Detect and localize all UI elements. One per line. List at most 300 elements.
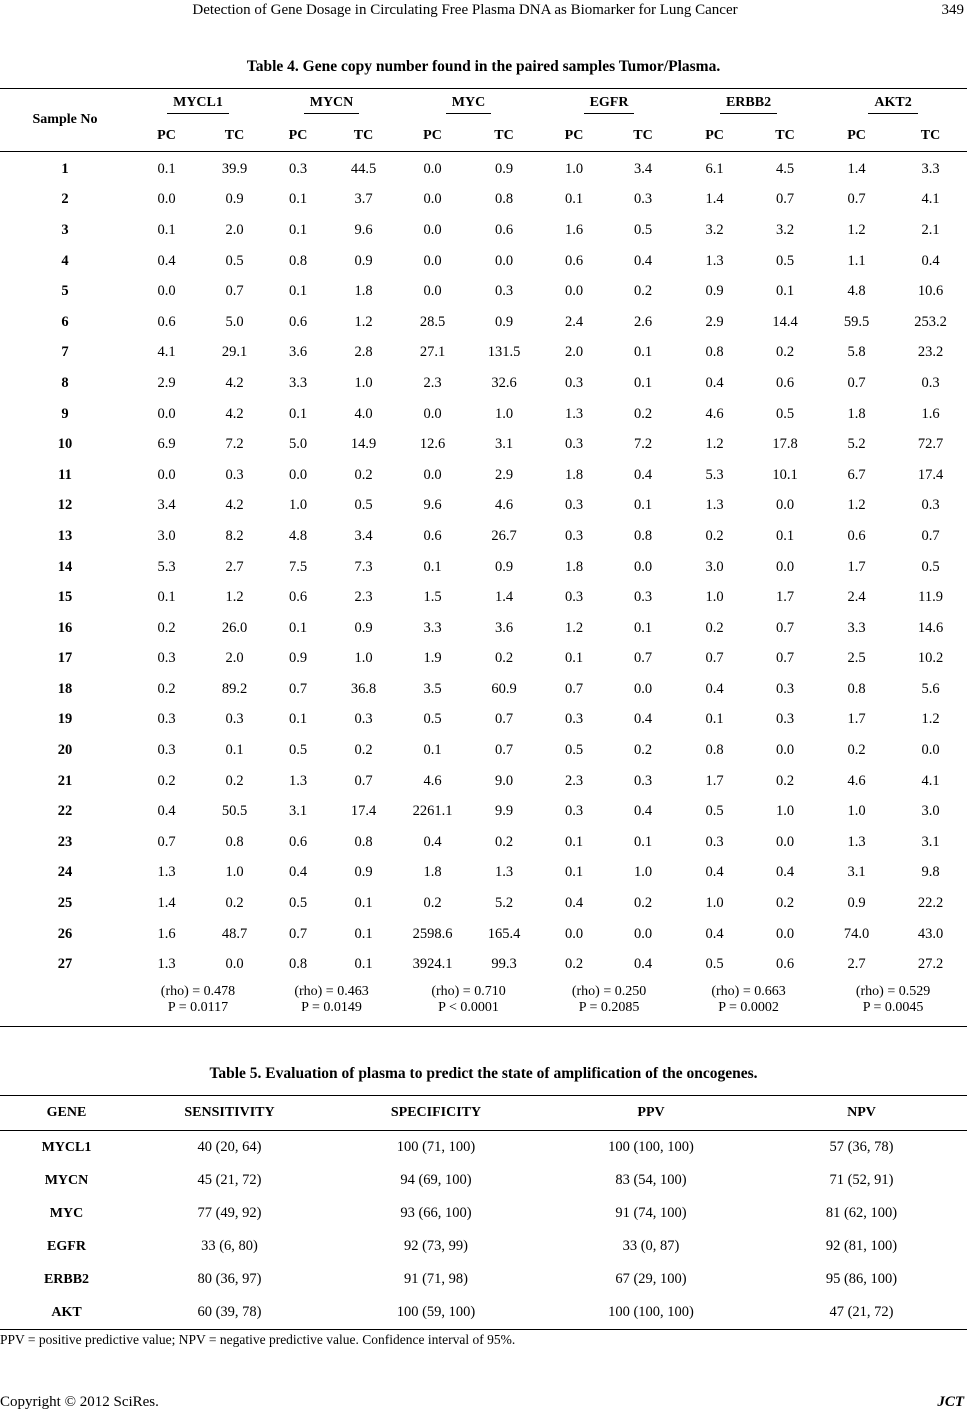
copy-number-cell: 2.0 xyxy=(225,650,244,667)
metric-cell: 100 (59, 100) xyxy=(396,1304,476,1320)
copy-number-cell: 59.5 xyxy=(843,313,870,330)
column-header: GENE xyxy=(46,1105,87,1120)
copy-number-cell: 3.7 xyxy=(354,191,373,208)
copy-number-cell: 0.0 xyxy=(633,680,653,697)
copy-number-cell: 0.0 xyxy=(157,191,176,208)
copy-number-cell: 0.4 xyxy=(633,252,653,269)
copy-number-cell: 0.0 xyxy=(288,466,308,483)
copy-number-cell: 0.1 xyxy=(225,742,244,759)
table-row xyxy=(0,152,967,185)
sample-number: 2 xyxy=(61,191,69,208)
copy-number-cell: 2598.6 xyxy=(412,925,453,942)
rho-value: (rho) = 0.710 xyxy=(431,984,506,1000)
copy-number-cell: 0.2 xyxy=(775,344,795,361)
copy-number-cell: 0.7 xyxy=(288,680,308,697)
copy-number-cell: 2.4 xyxy=(564,313,584,330)
copy-number-cell: 165.4 xyxy=(487,925,521,942)
copy-number-cell: 0.3 xyxy=(705,833,724,850)
copy-number-cell: 1.3 xyxy=(494,864,514,881)
copy-number-cell: 26.7 xyxy=(491,527,517,544)
running-head-title: Detection of Gene Dosage in Circulating Free Plasma DNA as Biomarker for Lung Cancer xyxy=(192,2,738,18)
copy-number-cell: 23.2 xyxy=(917,344,944,361)
copy-number-cell: 0.1 xyxy=(354,895,373,912)
copy-number-cell: 4.2 xyxy=(225,405,244,422)
rho-value: (rho) = 0.463 xyxy=(294,984,369,1000)
copy-number-cell: 1.2 xyxy=(705,436,724,453)
copy-number-cell: 17.8 xyxy=(772,436,798,453)
copy-number-cell: 0.7 xyxy=(775,619,795,636)
copy-number-cell: 0.1 xyxy=(633,619,653,636)
copy-number-cell: 29.1 xyxy=(221,344,248,361)
p-value: P < 0.0001 xyxy=(438,1000,499,1016)
copy-number-cell: 0.8 xyxy=(705,742,724,759)
copy-number-cell: 0.4 xyxy=(633,466,653,483)
copy-number-cell: 1.8 xyxy=(564,466,584,483)
copy-number-cell: 3.2 xyxy=(705,221,724,238)
copy-number-cell: 0.1 xyxy=(633,374,653,391)
copy-number-cell: 0.8 xyxy=(288,956,308,973)
table-row xyxy=(0,368,967,399)
copy-number-cell: 0.3 xyxy=(564,527,584,544)
copy-number-cell: 4.1 xyxy=(921,191,940,208)
copy-number-cell: 1.4 xyxy=(157,895,176,912)
copy-number-cell: 50.5 xyxy=(221,803,248,820)
copy-number-cell: 131.5 xyxy=(487,344,521,361)
copy-number-cell: 0.3 xyxy=(921,497,940,514)
copy-number-cell: 32.6 xyxy=(491,374,517,391)
gene-header: MYC xyxy=(446,95,491,114)
table-row xyxy=(0,491,967,522)
copy-number-cell: 5.3 xyxy=(705,466,724,483)
copy-number-cell: 9.9 xyxy=(494,803,514,820)
copy-number-cell: 2.7 xyxy=(225,558,244,575)
copy-number-cell: 2.3 xyxy=(423,374,442,391)
sample-number: 22 xyxy=(57,803,73,820)
copy-number-cell: 0.9 xyxy=(354,252,373,269)
copy-number-cell: 27.2 xyxy=(917,956,944,973)
copy-number-cell: 1.3 xyxy=(847,833,866,850)
copy-number-cell: 0.4 xyxy=(705,925,724,942)
copy-number-cell: 0.7 xyxy=(288,925,308,942)
copy-number-cell: 1.0 xyxy=(705,895,724,912)
correlation-cell xyxy=(130,980,266,1027)
copy-number-cell: 3.3 xyxy=(423,619,442,636)
copy-number-cell: 1.6 xyxy=(564,221,584,238)
copy-number-cell: 1.9 xyxy=(423,650,442,667)
sub-header: PC xyxy=(564,127,584,143)
copy-number-cell: 0.4 xyxy=(157,252,176,269)
metric-cell: 83 (54, 100) xyxy=(615,1172,687,1188)
copy-number-cell: 3.5 xyxy=(423,680,442,697)
gene-name: ERBB2 xyxy=(43,1271,90,1287)
table5-caption: Table 5. Evaluation of plasma to predict the state of amplification of the oncogenes. xyxy=(209,1065,758,1082)
table-row xyxy=(0,521,967,552)
metric-cell: 57 (36, 78) xyxy=(829,1139,894,1155)
copy-number-cell: 0.7 xyxy=(847,374,866,391)
copy-number-cell: 0.2 xyxy=(494,833,514,850)
copy-number-cell: 0.1 xyxy=(564,864,584,881)
copy-number-cell: 0.8 xyxy=(705,344,724,361)
copy-number-cell: 0.2 xyxy=(633,895,653,912)
copy-number-cell: 0.6 xyxy=(494,221,514,238)
sub-header: PC xyxy=(423,127,442,143)
rho-value: (rho) = 0.663 xyxy=(711,984,786,1000)
table-row xyxy=(0,1296,967,1330)
table-row xyxy=(0,460,967,491)
copy-number-cell: 1.2 xyxy=(847,221,866,238)
copy-number-cell: 0.0 xyxy=(564,925,584,942)
metric-cell: 40 (20, 64) xyxy=(197,1139,262,1155)
copy-number-cell: 0.4 xyxy=(705,374,724,391)
metric-cell: 60 (39, 78) xyxy=(197,1304,262,1320)
copy-number-cell: 5.2 xyxy=(494,895,514,912)
copy-number-cell: 0.8 xyxy=(354,833,373,850)
copy-number-cell: 4.1 xyxy=(921,772,940,789)
copy-number-cell: 6.9 xyxy=(157,436,176,453)
copy-number-cell: 0.8 xyxy=(494,191,514,208)
correlation-row xyxy=(0,980,967,1027)
column-header: SENSITIVITY xyxy=(184,1105,275,1120)
metric-cell: 92 (73, 99) xyxy=(403,1238,469,1254)
copy-number-cell: 3.1 xyxy=(288,803,308,820)
metric-cell: 100 (100, 100) xyxy=(608,1139,694,1155)
copy-number-cell: 5.3 xyxy=(157,558,176,575)
sample-number: 20 xyxy=(57,742,73,759)
copy-number-cell: 3.3 xyxy=(288,374,308,391)
copy-number-cell: 0.4 xyxy=(705,680,724,697)
copy-number-cell: 1.0 xyxy=(494,405,514,422)
table-row xyxy=(0,827,967,858)
copy-number-cell: 0.3 xyxy=(157,650,176,667)
copy-number-cell: 0.0 xyxy=(423,283,442,300)
copy-number-cell: 0.3 xyxy=(288,160,308,177)
copy-number-cell: 4.2 xyxy=(225,374,244,391)
copy-number-cell: 0.0 xyxy=(775,497,795,514)
sample-number: 27 xyxy=(57,956,73,973)
copy-number-cell: 1.4 xyxy=(847,160,866,177)
table-row xyxy=(0,307,967,338)
copy-number-cell: 0.6 xyxy=(847,527,866,544)
copy-number-cell: 1.8 xyxy=(423,864,442,881)
copy-number-cell: 0.2 xyxy=(225,895,244,912)
table5-footnote: PPV = positive predictive value; NPV = negative predictive value. Confidence interval of 95%. xyxy=(0,1332,516,1347)
copy-number-cell: 0.3 xyxy=(564,711,584,728)
copy-number-cell: 0.3 xyxy=(633,191,653,208)
copy-number-cell: 0.2 xyxy=(633,283,653,300)
table-row xyxy=(0,674,967,705)
copy-number-cell: 1.2 xyxy=(564,619,584,636)
copy-number-cell: 0.1 xyxy=(633,833,653,850)
copy-number-cell: 7.5 xyxy=(288,558,308,575)
sample-number: 21 xyxy=(57,772,73,789)
table4 xyxy=(0,88,967,1027)
metric-cell: 45 (21, 72) xyxy=(197,1172,262,1188)
copy-number-cell: 2.4 xyxy=(847,589,866,606)
copy-number-cell: 0.2 xyxy=(633,742,653,759)
sub-header: TC xyxy=(494,127,514,143)
copy-number-cell: 26.0 xyxy=(221,619,248,636)
copy-number-cell: 0.4 xyxy=(705,864,724,881)
copy-number-cell: 1.3 xyxy=(564,405,584,422)
sample-number: 12 xyxy=(57,497,73,514)
copy-number-cell: 0.0 xyxy=(423,160,442,177)
gene-header: MYCN xyxy=(304,95,360,114)
copy-number-cell: 7.3 xyxy=(354,558,373,575)
copy-number-cell: 0.1 xyxy=(288,283,308,300)
copy-number-cell: 2.3 xyxy=(354,589,373,606)
correlation-cell xyxy=(397,980,540,1027)
table-row xyxy=(0,735,967,766)
copy-number-cell: 36.8 xyxy=(350,680,377,697)
metric-cell: 94 (69, 100) xyxy=(400,1172,472,1188)
copy-number-cell: 0.1 xyxy=(423,558,442,575)
copy-number-cell: 0.3 xyxy=(225,466,244,483)
metric-cell: 93 (66, 100) xyxy=(400,1205,472,1221)
copy-number-cell: 9.6 xyxy=(423,497,442,514)
correlation-cell xyxy=(678,980,819,1027)
sample-number: 19 xyxy=(57,711,73,728)
sample-number: 25 xyxy=(57,895,73,912)
copy-number-cell: 0.5 xyxy=(705,803,724,820)
copy-number-cell: 0.7 xyxy=(775,191,795,208)
copy-number-cell: 0.5 xyxy=(423,711,442,728)
copy-number-cell: 0.9 xyxy=(494,558,514,575)
copy-number-cell: 74.0 xyxy=(843,925,870,942)
copy-number-cell: 1.0 xyxy=(225,864,244,881)
gene-name: AKT xyxy=(51,1304,82,1320)
metric-cell: 100 (71, 100) xyxy=(396,1139,476,1155)
copy-number-cell: 0.2 xyxy=(633,405,653,422)
sample-number: 26 xyxy=(57,925,73,942)
copy-number-cell: 0.5 xyxy=(775,252,795,269)
copy-number-cell: 0.1 xyxy=(288,711,308,728)
copy-number-cell: 0.2 xyxy=(354,466,373,483)
copy-number-cell: 11.9 xyxy=(918,589,943,606)
sample-number: 3 xyxy=(61,221,69,238)
copy-number-cell: 1.5 xyxy=(423,589,442,606)
table-row xyxy=(0,1263,967,1296)
copy-number-cell: 2.9 xyxy=(705,313,724,330)
copy-number-cell: 44.5 xyxy=(350,160,377,177)
copy-number-cell: 3.6 xyxy=(288,344,308,361)
copy-number-cell: 27.1 xyxy=(419,344,446,361)
copy-number-cell: 0.4 xyxy=(633,956,653,973)
sample-number: 10 xyxy=(57,436,73,453)
copy-number-cell: 0.1 xyxy=(633,344,653,361)
copy-number-cell: 0.6 xyxy=(775,956,795,973)
copy-number-cell: 1.0 xyxy=(775,803,795,820)
copy-number-cell: 0.6 xyxy=(775,374,795,391)
copy-number-cell: 1.6 xyxy=(157,925,176,942)
copy-number-cell: 0.4 xyxy=(564,895,584,912)
copy-number-cell: 4.6 xyxy=(494,497,514,514)
copy-number-cell: 0.3 xyxy=(921,374,940,391)
copy-number-cell: 3.1 xyxy=(921,833,940,850)
copy-number-cell: 0.7 xyxy=(633,650,653,667)
table-row xyxy=(0,1164,967,1197)
copy-number-cell: 0.1 xyxy=(564,650,584,667)
copy-number-cell: 0.2 xyxy=(423,895,442,912)
copy-number-cell: 14.4 xyxy=(772,313,798,330)
table-row xyxy=(0,399,967,430)
journal-name: JCT xyxy=(937,1394,964,1410)
correlation-cell xyxy=(540,980,678,1027)
copy-number-cell: 2.0 xyxy=(564,344,584,361)
gene-header: EGFR xyxy=(584,95,635,114)
copy-number-cell: 89.2 xyxy=(221,680,248,697)
copy-number-cell: 1.7 xyxy=(775,589,795,606)
table-row xyxy=(0,1131,967,1165)
copy-number-cell: 9.0 xyxy=(494,772,514,789)
copy-number-cell: 14.6 xyxy=(917,619,944,636)
copy-number-cell: 4.8 xyxy=(847,283,866,300)
table-row xyxy=(0,1197,967,1230)
copy-number-cell: 0.2 xyxy=(157,619,176,636)
copy-number-cell: 10.2 xyxy=(917,650,944,667)
copy-number-cell: 0.7 xyxy=(775,650,795,667)
copy-number-cell: 0.3 xyxy=(354,711,373,728)
copy-number-cell: 10.1 xyxy=(772,466,798,483)
table5 xyxy=(0,1095,967,1330)
copy-number-cell: 2.8 xyxy=(354,344,373,361)
copy-number-cell: 7.2 xyxy=(633,436,653,453)
copy-number-cell: 0.9 xyxy=(494,313,514,330)
sub-header: PC xyxy=(157,127,176,143)
column-header: NPV xyxy=(847,1105,876,1120)
copy-number-cell: 0.2 xyxy=(705,527,724,544)
copy-number-cell: 0.2 xyxy=(157,680,176,697)
copy-number-cell: 5.6 xyxy=(921,680,940,697)
copy-number-cell: 1.3 xyxy=(157,864,176,881)
copy-number-cell: 0.1 xyxy=(775,527,795,544)
column-header: SPECIFICITY xyxy=(390,1105,482,1120)
metric-cell: 95 (86, 100) xyxy=(825,1271,898,1287)
metric-cell: 100 (100, 100) xyxy=(608,1304,694,1320)
copy-number-cell: 0.4 xyxy=(288,864,308,881)
copy-number-cell: 0.7 xyxy=(157,833,176,850)
copy-number-cell: 0.1 xyxy=(157,160,176,177)
metric-cell: 33 (6, 80) xyxy=(201,1238,258,1254)
p-value: P = 0.0149 xyxy=(301,1000,362,1016)
copy-number-cell: 4.2 xyxy=(225,497,244,514)
copy-number-cell: 0.2 xyxy=(847,742,866,759)
copy-number-cell: 3.3 xyxy=(921,160,940,177)
p-value: P = 0.2085 xyxy=(578,1000,640,1016)
copy-number-cell: 3.4 xyxy=(157,497,176,514)
copy-number-cell: 0.3 xyxy=(633,772,653,789)
copy-number-cell: 0.8 xyxy=(847,680,866,697)
table-row xyxy=(0,949,967,980)
table-row xyxy=(0,215,967,246)
sample-number: 14 xyxy=(57,558,73,575)
copy-number-cell: 0.3 xyxy=(157,742,176,759)
copy-number-cell: 17.4 xyxy=(917,466,944,483)
correlation-cell xyxy=(819,980,967,1027)
copy-number-cell: 9.8 xyxy=(921,864,940,881)
copy-number-cell: 0.4 xyxy=(775,864,795,881)
table-row xyxy=(0,246,967,277)
copy-number-cell: 1.4 xyxy=(705,191,724,208)
copy-number-cell: 3.4 xyxy=(633,160,653,177)
copy-number-cell: 48.7 xyxy=(221,925,248,942)
metric-cell: 77 (49, 92) xyxy=(197,1205,262,1221)
copy-number-cell: 2.9 xyxy=(157,374,176,391)
p-value: P = 0.0045 xyxy=(862,1000,924,1016)
copy-number-cell: 4.6 xyxy=(423,772,442,789)
copy-number-cell: 0.4 xyxy=(423,833,442,850)
copy-number-cell: 4.5 xyxy=(775,160,795,177)
copy-number-cell: 0.3 xyxy=(633,589,653,606)
copy-number-cell: 0.3 xyxy=(564,803,584,820)
copy-number-cell: 0.1 xyxy=(564,833,584,850)
sub-header: TC xyxy=(920,127,941,143)
copy-number-cell: 1.3 xyxy=(157,956,176,973)
table-row xyxy=(0,858,967,889)
copy-number-cell: 2.0 xyxy=(225,221,244,238)
copy-number-cell: 0.3 xyxy=(775,680,795,697)
metric-cell: 33 (0, 87) xyxy=(622,1238,680,1254)
table-row xyxy=(0,582,967,613)
copy-number-cell: 0.0 xyxy=(423,221,442,238)
copy-number-cell: 1.0 xyxy=(564,160,584,177)
copy-number-cell: 1.3 xyxy=(705,252,724,269)
copy-number-cell: 0.1 xyxy=(564,191,584,208)
rho-value: (rho) = 0.529 xyxy=(855,984,931,1000)
copy-number-cell: 0.5 xyxy=(354,497,373,514)
copy-number-cell: 1.4 xyxy=(494,589,514,606)
copy-number-cell: 4.6 xyxy=(847,772,866,789)
copy-number-cell: 17.4 xyxy=(350,803,377,820)
copy-number-cell: 1.0 xyxy=(633,864,653,881)
copy-number-cell: 0.1 xyxy=(288,221,308,238)
copy-number-cell: 0.0 xyxy=(921,742,940,759)
table-row xyxy=(0,1230,967,1263)
copy-number-cell: 0.1 xyxy=(354,956,373,973)
copy-number-cell: 0.1 xyxy=(288,405,308,422)
copy-number-cell: 14.9 xyxy=(350,436,377,453)
copy-number-cell: 1.7 xyxy=(705,772,724,789)
copy-number-cell: 1.0 xyxy=(354,650,373,667)
copy-number-cell: 0.1 xyxy=(775,283,795,300)
sample-number: 11 xyxy=(58,466,72,483)
metric-cell: 91 (74, 100) xyxy=(615,1205,687,1221)
page-number: 349 xyxy=(941,2,964,18)
metric-cell: 67 (29, 100) xyxy=(615,1271,687,1287)
copy-number-cell: 0.3 xyxy=(564,497,584,514)
copy-number-cell: 3.1 xyxy=(494,436,514,453)
table-row xyxy=(0,429,967,460)
copy-number-cell: 5.0 xyxy=(225,313,244,330)
copy-number-cell: 0.3 xyxy=(564,374,584,391)
copy-number-cell: 1.0 xyxy=(354,374,373,391)
copy-number-cell: 1.6 xyxy=(921,405,940,422)
table-row xyxy=(0,766,967,797)
copy-number-cell: 0.1 xyxy=(354,925,373,942)
copy-number-cell: 0.2 xyxy=(564,956,584,973)
copy-number-cell: 0.6 xyxy=(288,833,308,850)
copy-number-cell: 6.1 xyxy=(705,160,724,177)
copy-number-cell: 22.2 xyxy=(917,895,944,912)
copy-number-cell: 0.1 xyxy=(157,589,176,606)
copy-number-cell: 0.9 xyxy=(847,895,866,912)
gene-header: AKT2 xyxy=(868,95,917,114)
copy-number-cell: 1.2 xyxy=(921,711,940,728)
table-row xyxy=(0,185,967,216)
table-row xyxy=(0,613,967,644)
copy-number-cell: 0.9 xyxy=(494,160,514,177)
copy-number-cell: 4.0 xyxy=(354,405,373,422)
copy-number-cell: 0.3 xyxy=(225,711,244,728)
